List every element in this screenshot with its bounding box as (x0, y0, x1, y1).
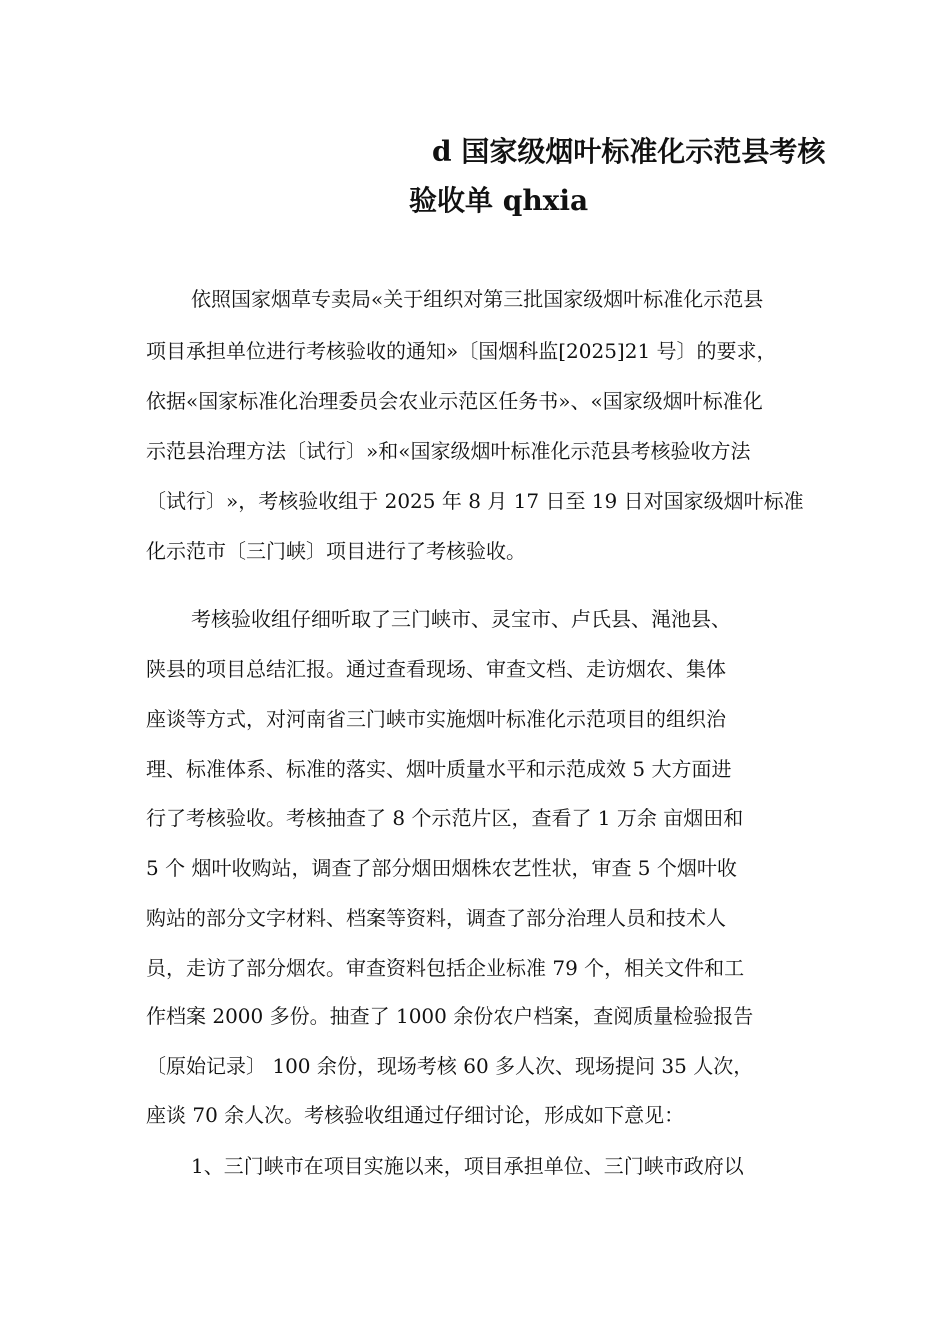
paragraph-2-line: 〔原始记录〕 100 余份，现场考核 60 多人次、现场提问 35 人次， (146, 1054, 754, 1078)
paragraph-1-line: 依据«国家标准化治理委员会农业示范区任务书»、«国家级烟叶标准化 (146, 389, 763, 413)
paragraph-2-line: 作档案 2000 多份。抽查了 1000 余份农户档案，查阅质量检验报告 (146, 1004, 754, 1028)
paragraph-1-line: 示范县治理方法〔试行〕»和«国家级烟叶标准化示范县考核验收方法 (146, 439, 751, 463)
paragraph-2-line: 座谈 70 余人次。考核验收组通过仔细讨论，形成如下意见： (146, 1103, 685, 1127)
paragraph-1-line: 化示范市〔三门峡〕项目进行了考核验收。 (146, 539, 526, 563)
document-title-line-1: d 国家级烟叶标准化示范县考核 (432, 135, 826, 168)
paragraph-2-line: 购站的部分文字材料、档案等资料，调查了部分治理人员和技术人 (146, 906, 726, 930)
paragraph-2-line: 考核验收组仔细听取了三门峡市、灵宝市、卢氏县、渑池县、 (191, 607, 731, 631)
paragraph-1-line: 项目承担单位进行考核验收的通知»〔国烟科监[2025]21 号〕的要求， (146, 339, 777, 363)
paragraph-2-line: 5 个 烟叶收购站，调查了部分烟田烟株农艺性状，审查 5 个烟叶收 (146, 856, 737, 880)
paragraph-2-line: 理、标准体系、标准的落实、烟叶质量水平和示范成效 5 大方面进 (146, 757, 732, 781)
paragraph-3-line: 1、三门峡市在项目实施以来，项目承担单位、三门峡市政府以 (191, 1154, 744, 1178)
paragraph-2-line: 陕县的项目总结汇报。通过查看现场、审查文档、走访烟农、集体 (146, 657, 726, 681)
paragraph-1-line: 〔试行〕»，考核验收组于 2025 年 8 月 17 日至 19 日对国家级烟叶标准 (146, 489, 804, 513)
paragraph-2-line: 行了考核验收。考核抽查了 8 个示范片区，查看了 1 万余 亩烟田和 (146, 806, 744, 830)
document-title-line-2: 验收单 qhxia (409, 184, 589, 217)
paragraph-2-line: 员，走访了部分烟农。审查资料包括企业标准 79 个，相关文件和工 (146, 956, 745, 980)
paragraph-2-line: 座谈等方式，对河南省三门峡市实施烟叶标准化示范项目的组织治 (146, 707, 726, 731)
paragraph-1-line: 依照国家烟草专卖局«关于组织对第三批国家级烟叶标准化示范县 (191, 287, 764, 311)
